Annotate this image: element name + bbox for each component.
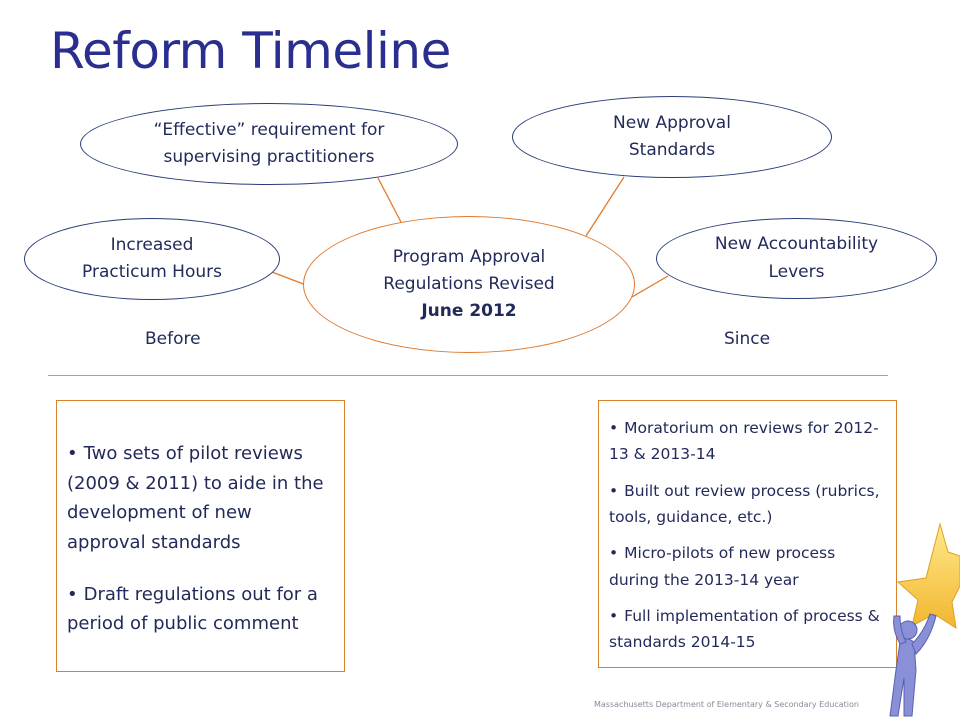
before-item-text: Draft regulations out for a period of public comment bbox=[67, 583, 318, 635]
oval-effective-line1: “Effective” requirement for bbox=[153, 119, 385, 140]
divider-line bbox=[48, 375, 888, 376]
bullet-icon: • bbox=[609, 481, 619, 500]
since-item bbox=[609, 415, 888, 468]
center-oval-regulations bbox=[303, 216, 635, 353]
label-since: Since bbox=[724, 329, 771, 349]
since-item bbox=[609, 540, 888, 593]
connector-effective bbox=[378, 178, 402, 224]
oval-effective-requirement bbox=[80, 103, 458, 185]
oval-new-approval-line2: Standards bbox=[628, 140, 716, 160]
bullet-icon: • bbox=[609, 544, 619, 563]
center-line2: Regulations Revised bbox=[383, 273, 555, 294]
oval-new-approval-line1: New Approval bbox=[613, 112, 731, 133]
bullet-icon: • bbox=[609, 607, 619, 626]
footer-text: Massachusetts Department of Elementary & Secondary Education bbox=[594, 700, 859, 709]
connector-practicum bbox=[272, 272, 306, 285]
since-item-text: Full implementation of process & standards 2014-15 bbox=[609, 607, 880, 652]
before-list bbox=[67, 439, 334, 639]
since-item-text: Moratorium on reviews for 2012-13 & 2013-14 bbox=[609, 419, 879, 464]
oval-effective-line2: supervising practitioners bbox=[163, 147, 375, 167]
since-item-text: Built out review process (rubrics, tools, guidance, etc.) bbox=[609, 481, 880, 527]
since-list bbox=[609, 415, 888, 656]
label-before: Before bbox=[145, 329, 201, 349]
bullet-icon: • bbox=[609, 419, 619, 437]
oval-new-approval-standards bbox=[512, 96, 832, 178]
oval-accountability-line1: New Accountability bbox=[714, 234, 879, 255]
oval-increased-practicum bbox=[24, 218, 280, 300]
since-item-text: Micro-pilots of new process during the 2013-14 year bbox=[609, 544, 836, 589]
oval-practicum-line2: Practicum Hours bbox=[82, 262, 222, 282]
center-line1: Program Approval bbox=[392, 246, 546, 267]
oval-accountability-line2: Levers bbox=[768, 261, 825, 282]
before-box bbox=[56, 400, 345, 672]
since-item bbox=[609, 478, 888, 531]
since-box bbox=[598, 400, 897, 668]
oval-new-accountability bbox=[656, 218, 937, 299]
connector-new-approval bbox=[586, 177, 624, 236]
before-item bbox=[67, 580, 334, 639]
connector-accountability bbox=[632, 276, 668, 297]
before-item-text: Two sets of pilot reviews (2009 & 2011) to aide in the development of new approval standards bbox=[67, 443, 324, 554]
page-title: Reform Timeline bbox=[50, 22, 451, 80]
center-date: June 2012 bbox=[421, 301, 517, 322]
bullet-icon: • bbox=[67, 583, 78, 605]
since-item bbox=[609, 603, 888, 656]
star-person-icon bbox=[882, 520, 960, 720]
bullet-icon: • bbox=[67, 443, 78, 464]
oval-practicum-line1: Increased bbox=[110, 234, 194, 255]
before-item bbox=[67, 439, 334, 558]
